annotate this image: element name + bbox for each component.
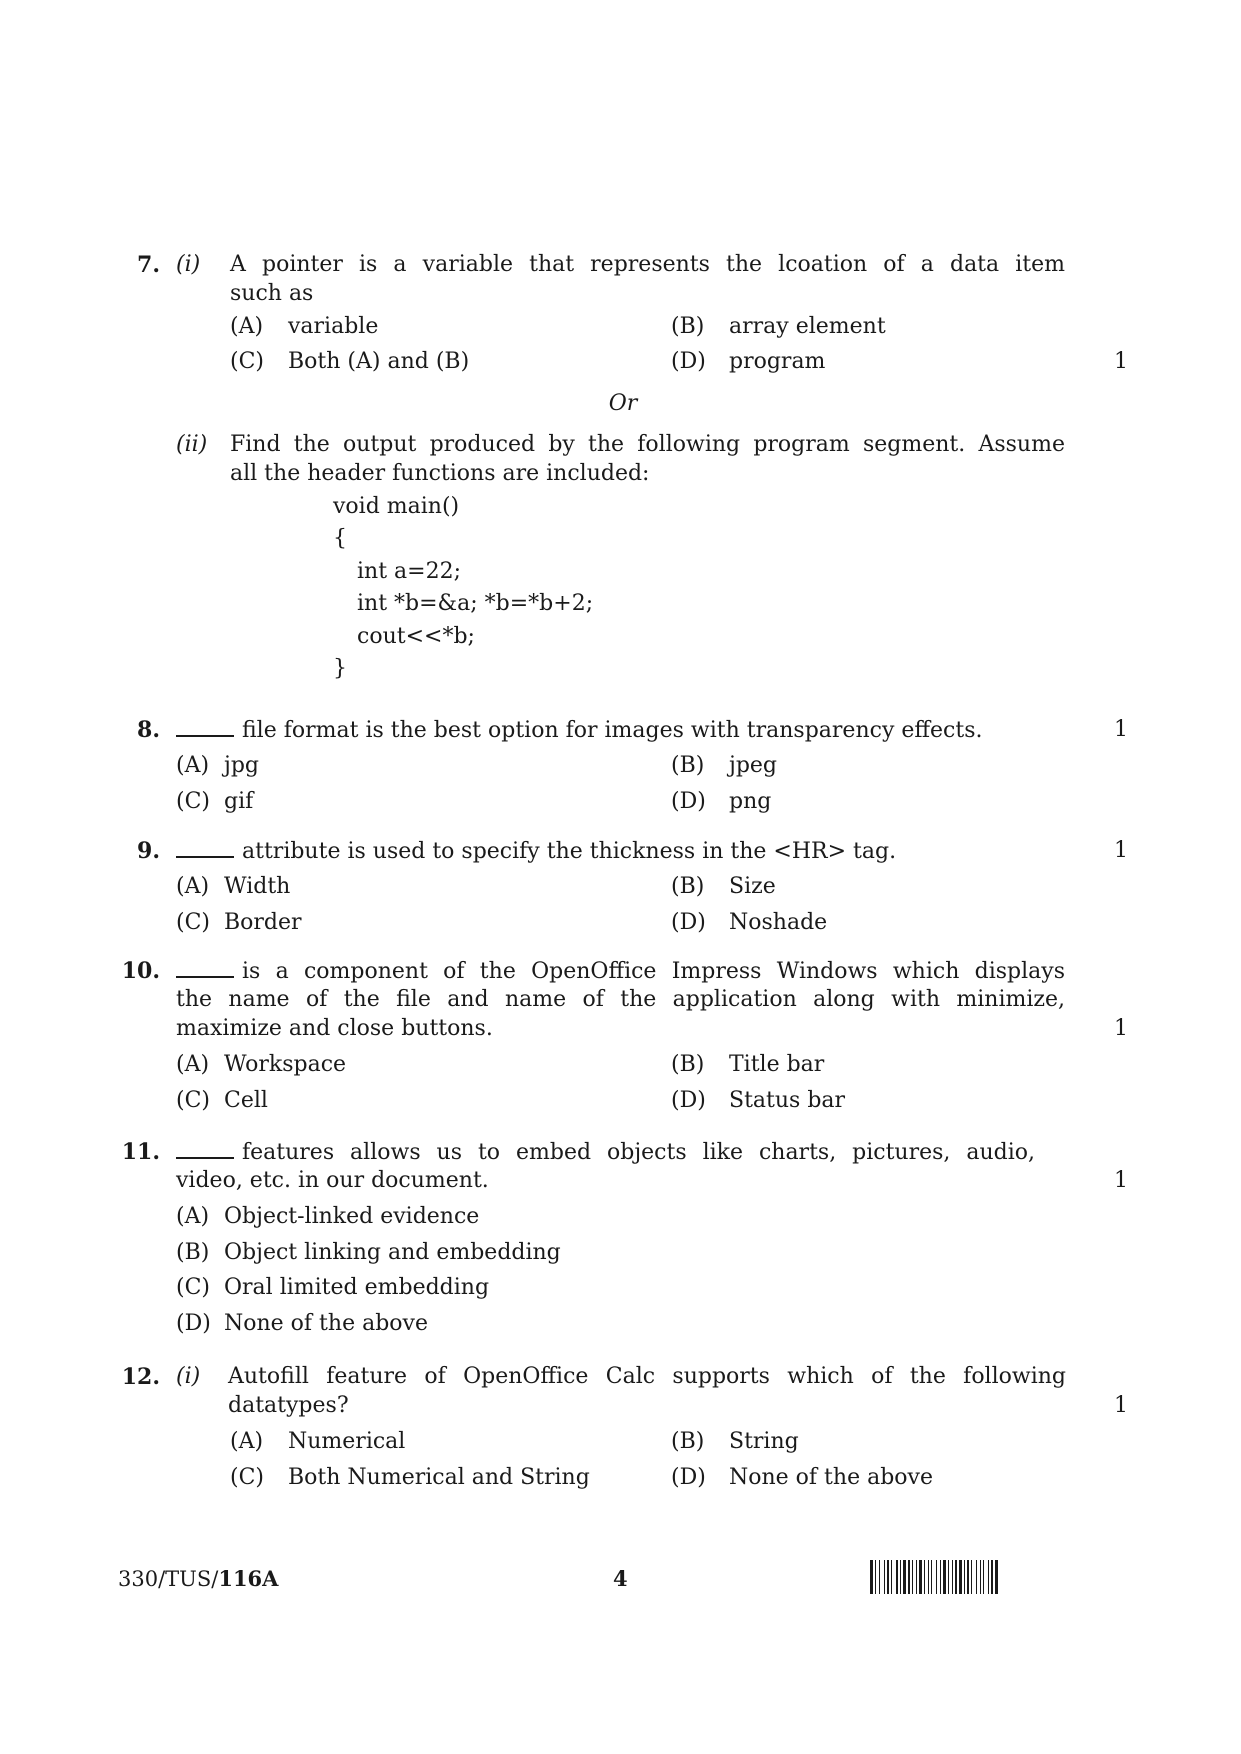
option-text: Width (224, 874, 291, 899)
paper-code-prefix: 330/TUS/ (118, 1567, 219, 1591)
question-stem-line: video, etc. in our document. (176, 1168, 489, 1193)
option-letter: (D) (671, 1088, 706, 1113)
option-text: gif (224, 789, 254, 814)
question-number: 9. (137, 838, 160, 864)
marks: 1 (1114, 717, 1128, 742)
option-b (671, 1427, 799, 1457)
question-stem-line: the name of the file and name of the application along with minimize, (176, 987, 1065, 1012)
page-footer (118, 1560, 1128, 1600)
option-text: Object-linked evidence (224, 1204, 480, 1229)
option-text: png (729, 789, 772, 814)
answer-blank (176, 1137, 234, 1159)
question-number: 8. (137, 717, 160, 743)
option-text: Cell (224, 1088, 268, 1113)
option-letter: (C) (176, 1088, 210, 1113)
option-text: jpg (224, 753, 259, 778)
code-line: int a=22; (357, 559, 461, 584)
option-letter: (A) (176, 1052, 210, 1077)
option-text: array element (729, 314, 886, 339)
part-label: (i) (176, 1364, 201, 1389)
marks: 1 (1114, 1393, 1128, 1418)
option-c (176, 1273, 489, 1303)
answer-blank (176, 956, 234, 978)
option-d (671, 1463, 933, 1493)
marks: 1 (1114, 838, 1128, 863)
option-letter: (A) (230, 1429, 264, 1454)
question-stem-line: Autofill feature of OpenOffice Calc supports which of the following (228, 1364, 1066, 1389)
option-letter: (C) (176, 1275, 210, 1300)
question-stem-line: all the header functions are included: (230, 461, 650, 486)
question-number: 12. (121, 1364, 160, 1390)
option-text: Noshade (729, 910, 828, 935)
paper-code (118, 1564, 278, 1594)
option-letter: (D) (671, 789, 706, 814)
question-stem-line: A pointer is a variable that represents the lcoation of a data item (230, 252, 1065, 277)
option-d (176, 1309, 428, 1339)
answer-blank (176, 836, 234, 858)
option-b (671, 1050, 824, 1080)
option-letter: (B) (671, 1429, 705, 1454)
option-text: Workspace (224, 1052, 347, 1077)
code-line: cout<<*b; (357, 624, 475, 649)
option-text: None of the above (224, 1311, 428, 1336)
or-separator: Or (608, 391, 638, 416)
option-a (176, 1050, 346, 1080)
option-c (230, 1463, 590, 1493)
option-text: program (729, 349, 826, 374)
marks: 1 (1114, 1016, 1128, 1041)
option-d (671, 1086, 845, 1116)
question-stem-line: datatypes? (228, 1393, 349, 1418)
option-text: Title bar (729, 1052, 825, 1077)
question-stem-line (176, 1137, 1035, 1168)
option-a (176, 751, 259, 781)
option-c (176, 1086, 268, 1116)
option-c (230, 347, 469, 377)
option-letter: (A) (176, 874, 210, 899)
option-letter: (C) (230, 349, 264, 374)
option-b (671, 872, 776, 902)
option-text: Size (729, 874, 776, 899)
option-d (671, 347, 825, 377)
option-letter: (D) (671, 349, 706, 374)
option-d (671, 908, 827, 938)
option-text: Status bar (729, 1088, 846, 1113)
option-letter: (C) (176, 789, 210, 814)
option-letter: (B) (671, 1052, 705, 1077)
marks: 1 (1114, 349, 1128, 374)
code-line: int *b=&a; *b=*b+2; (357, 591, 594, 616)
option-text: Border (224, 910, 302, 935)
option-letter: (D) (671, 910, 706, 935)
option-text: variable (288, 314, 379, 339)
option-text: Oral limited embedding (224, 1275, 490, 1300)
option-letter: (C) (230, 1465, 264, 1490)
question-stem-text: attribute is used to specify the thickness in the <HR> tag. (242, 839, 897, 864)
question-stem-text: file format is the best option for images with transparency effects. (242, 718, 983, 743)
answer-blank (176, 715, 234, 737)
option-letter: (B) (671, 753, 705, 778)
question-stem-text: is a component of the OpenOffice Impress Windows which displays (242, 959, 1065, 984)
code-line: { (333, 526, 347, 551)
option-a (230, 1427, 405, 1457)
question-number: 10. (121, 958, 160, 984)
question-stem-line (176, 836, 896, 867)
question-number: 7. (137, 252, 160, 278)
barcode-icon (870, 1560, 1128, 1594)
part-label: (ii) (176, 432, 208, 457)
code-line: void main() (333, 494, 460, 519)
option-c (176, 787, 253, 817)
question-stem-line (176, 715, 982, 746)
option-a (176, 1202, 479, 1232)
option-letter: (A) (176, 753, 210, 778)
option-text: Both (A) and (B) (288, 349, 470, 374)
option-text: None of the above (729, 1465, 933, 1490)
option-b (671, 312, 886, 342)
option-letter: (A) (230, 314, 264, 339)
option-letter: (D) (671, 1465, 706, 1490)
option-d (671, 787, 771, 817)
part-label: (i) (176, 252, 201, 277)
option-text: Numerical (288, 1429, 406, 1454)
question-number: 11. (121, 1139, 160, 1165)
question-stem-text: features allows us to embed objects like charts, pictures, audio, (242, 1140, 1035, 1165)
option-text: String (729, 1429, 799, 1454)
option-text: Both Numerical and String (288, 1465, 590, 1490)
option-text: jpeg (729, 753, 778, 778)
option-a (176, 872, 290, 902)
option-letter: (B) (671, 314, 705, 339)
question-stem-line (176, 956, 1065, 987)
option-a (230, 312, 378, 342)
option-text: Object linking and embedding (224, 1240, 561, 1265)
page-number: 4 (613, 1566, 628, 1591)
option-letter: (D) (176, 1311, 211, 1336)
option-letter: (C) (176, 910, 210, 935)
option-letter: (B) (671, 874, 705, 899)
question-stem-line: such as (230, 281, 314, 306)
paper-code-suffix: 116A (218, 1566, 279, 1591)
option-letter: (A) (176, 1204, 210, 1229)
question-stem-line: maximize and close buttons. (176, 1016, 493, 1041)
option-letter: (B) (176, 1240, 210, 1265)
marks: 1 (1114, 1168, 1128, 1193)
option-c (176, 908, 302, 938)
code-line: } (333, 656, 347, 681)
question-stem-line: Find the output produced by the following program segment. Assume (230, 432, 1065, 457)
option-b (176, 1238, 561, 1268)
option-b (671, 751, 777, 781)
